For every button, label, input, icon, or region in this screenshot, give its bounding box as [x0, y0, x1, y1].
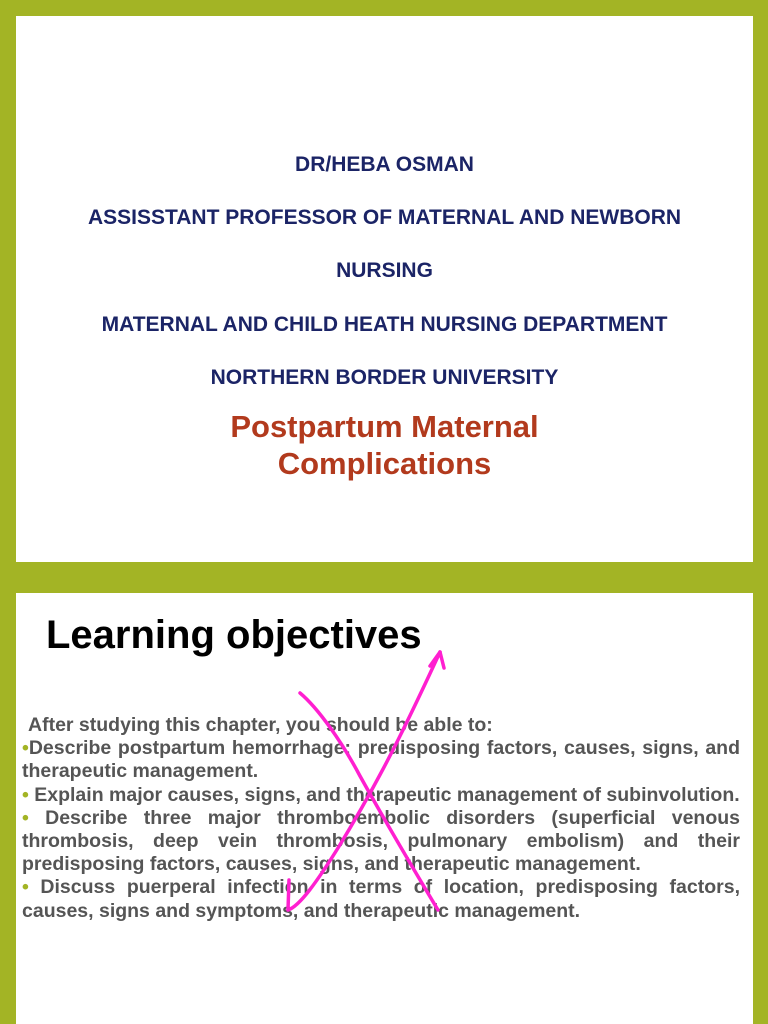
objective-item [22, 876, 740, 922]
author-name: DR/HEBA OSMAN [295, 153, 474, 176]
objective-text: Describe postpartum hemorrhage: predisposing factors, causes, signs, and therapeutic management. [22, 737, 740, 783]
presentation-title-line1: Postpartum Maternal [230, 409, 539, 444]
author-position-line1: ASSISSTANT PROFESSOR OF MATERNAL AND NEWBORN [87, 206, 682, 229]
objective-text: Explain major causes, signs, and therapeutic management of subinvolution. [28, 783, 740, 806]
objective-item [22, 784, 740, 807]
department-name: MATERNAL AND CHILD HEATH NURSING DEPARTMENT [101, 313, 668, 336]
bullet-icon: • [22, 737, 29, 760]
author-position-line2: NURSING [336, 259, 433, 282]
bullet-icon: • [22, 876, 29, 899]
objective-item [22, 737, 740, 783]
university-name: NORTHERN BORDER UNIVERSITY [210, 366, 559, 389]
presentation-title-line2: Complications [277, 446, 492, 481]
bullet-icon: • [22, 806, 29, 829]
objectives-intro: After studying this chapter, you should be able to: [28, 714, 493, 736]
title-slide [16, 16, 753, 562]
bullet-icon: • [22, 783, 29, 806]
objective-text: Describe three major thromboembolic disorders (superficial venous thrombosis, deep vein thrombosis, pulmonary embolism) and their predisposing factors, causes, signs, and therapeutic management. [22, 806, 740, 876]
objectives-slide [16, 593, 753, 1024]
objectives-body [22, 714, 740, 923]
slide-heading: Learning objectives [46, 613, 422, 657]
objective-item [22, 807, 740, 877]
objective-text: Discuss puerperal infection in terms of location, predisposing factors, causes, signs and symptoms, and therapeutic management. [22, 876, 740, 922]
